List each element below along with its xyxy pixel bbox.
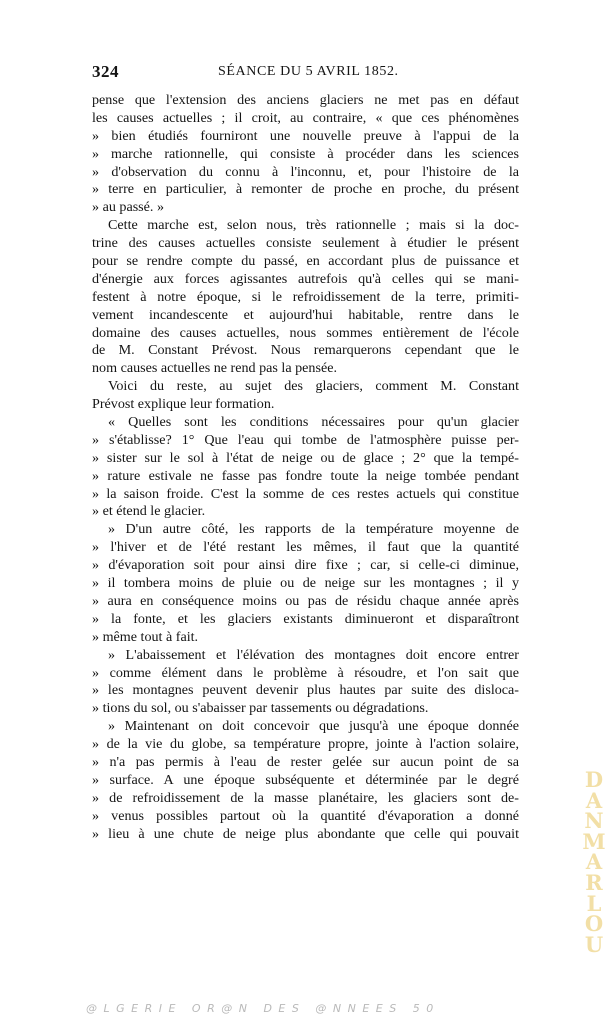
text-line: » D'un autre côté, les rapports de la température moyenne de [108, 521, 519, 538]
text-line: » comme élément dans le problème à résoudre, et l'on sait que [92, 664, 519, 681]
text-line: » n'a pas permis à l'eau de rester gelée sur aucun point de sa [92, 753, 519, 770]
text-line: » surface. A une époque subséquente et déterminée par le degré [92, 771, 519, 788]
watermark-letter: M [582, 828, 606, 854]
text-line: » les montagnes peuvent devenir plus hautes par suite des disloca- [92, 682, 519, 699]
text-line: » L'abaissement et l'élévation des montagnes doit encore entrer [108, 646, 519, 663]
text-line: pense que l'extension des anciens glaciers ne met pas en défaut [92, 92, 519, 108]
footer-watermark: @LGERIE OR@N DES @NNEES 50 [86, 1002, 440, 1015]
text-line: » d'évaporation soit pour ainsi dire fixe ; car, si celle-ci diminue, [92, 557, 519, 574]
page-number: 324 [92, 62, 119, 81]
text-line: nom causes actuelles ne rend pas la pensée. [92, 360, 337, 377]
vertical-watermark [582, 767, 606, 957]
text-line: Prévost explique leur formation. [92, 396, 275, 413]
text-line: Cette marche est, selon nous, très rationnelle ; mais si la doc- [108, 217, 519, 234]
watermark-letter: D [584, 767, 604, 792]
body-text [92, 92, 519, 843]
text-line: » rature estivale ne fasse pas fondre toute la neige tombée pendant [92, 467, 519, 484]
text-line: » terre en particulier, à remonter de proche en proche, du présent [92, 181, 519, 198]
text-line: » l'hiver et de l'été restant les mêmes, il faut que la quantité [92, 539, 519, 556]
text-line: » d'observation du connu à l'inconnu, et, pour l'histoire de la [92, 163, 519, 180]
text-line: » la fonte, et les glaciers existants diminueront et disparaîtront [92, 610, 519, 627]
text-line: » il tombera moins de pluie ou de neige sur les montagnes ; il y [92, 575, 519, 592]
text-line: trine des causes actuelles consiste seulement à étudier le présent [92, 235, 519, 252]
watermark-letter: U [584, 931, 604, 957]
text-line: » de refroidissement de la masse planétaire, les glaciers sont de- [92, 789, 519, 806]
text-line: » même tout à fait. [92, 628, 199, 645]
running-head: SÉANCE DU 5 AVRIL 1852. [218, 64, 399, 79]
text-line: » s'établisse? 1° Que l'eau qui tombe de l'atmosphère puisse per- [92, 431, 519, 448]
watermark-letter: R [585, 869, 603, 895]
text-line: festent à notre époque, si le refroidissement de la terre, primiti- [92, 288, 519, 305]
text-line: » marche rationnelle, qui consiste à procéder dans les sciences [92, 145, 519, 162]
text-line: Voici du reste, au sujet des glaciers, comment M. Constant [108, 378, 519, 395]
text-line: » Maintenant on doit concevoir que jusqu'à une époque donnée [108, 718, 519, 735]
watermark-letter: O [584, 911, 604, 937]
text-line: » au passé. » [92, 199, 165, 216]
text-line: les causes actuelles ; il croit, au contraire, « que ces phénomènes [92, 109, 519, 126]
text-line: de M. Constant Prévost. Nous remarquerons cependant que le [92, 342, 519, 359]
text-line: » aura en conséquence moins ou pas de résidu chaque année après [92, 592, 519, 609]
text-line: » tions du sol, ou s'abaisser par tassements ou dégradations. [92, 700, 429, 717]
text-line: » lieu à une chute de neige plus abondante que celle qui pouvait [92, 825, 519, 842]
text-line: » sister sur le sol à l'état de neige ou de glace ; 2° que la tempé- [92, 449, 519, 466]
text-line: pour se rendre compte du passé, en accordant plus de puissance et [92, 253, 519, 270]
text-line: » la saison froide. C'est la somme de ces restes actuels qui constitue [92, 485, 519, 502]
watermark-letter: N [584, 808, 604, 834]
text-line: « Quelles sont les conditions nécessaires pour qu'un glacier [108, 414, 519, 431]
watermark-letter: L [586, 890, 602, 916]
text-line: » bien étudiés fourniront une nouvelle preuve à l'appui de la [92, 127, 519, 144]
text-line: domaine des causes actuelles, nous sommes entièrement de l'école [92, 324, 519, 341]
text-line: vement incandescente et aujourd'hui habitable, rentre dans le [92, 306, 519, 323]
text-line: » de la vie du globe, sa température propre, jointe à l'action solaire, [92, 736, 519, 753]
page-header [92, 62, 519, 82]
text-line: » venus possibles partout où la quantité d'évaporation a donné [92, 807, 519, 824]
watermark-letter: A [585, 787, 603, 813]
text-line: » et étend le glacier. [92, 503, 206, 520]
watermark-letter: A [585, 849, 603, 875]
text-line: d'énergie aux forces agissantes autrefois qu'à celles qui se mani- [92, 270, 519, 287]
